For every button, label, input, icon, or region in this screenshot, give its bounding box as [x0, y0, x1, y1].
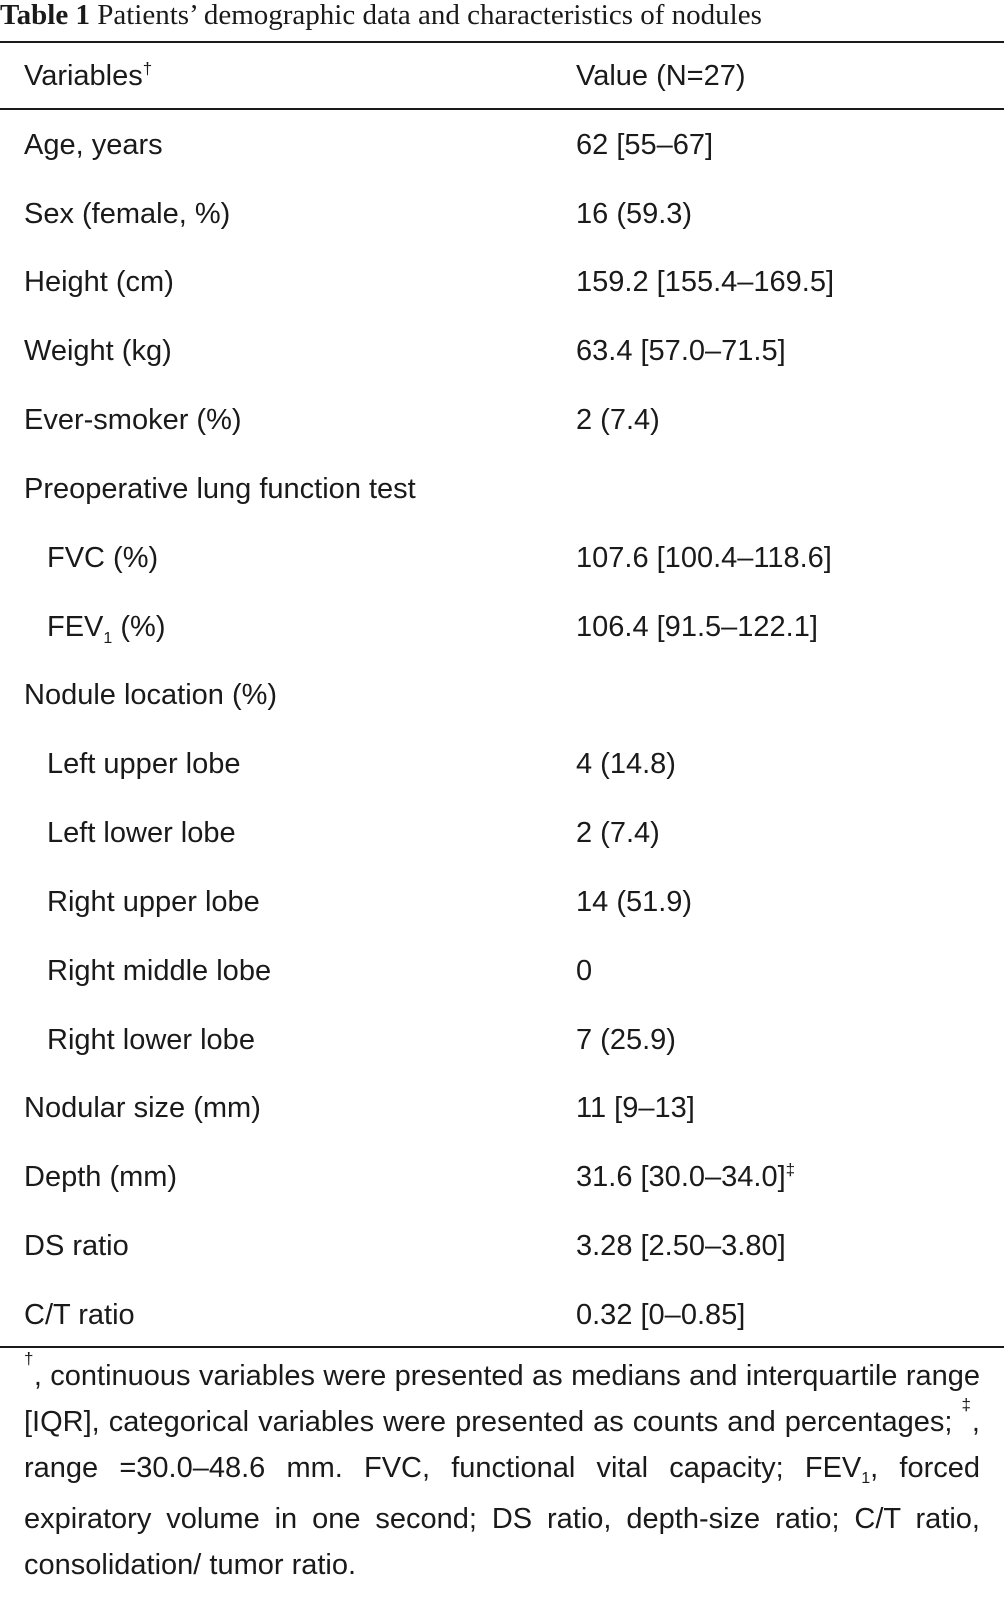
table-row-right-lower-lobe: [0, 1022, 1004, 1058]
row-value: 11 [9–13]: [576, 1092, 695, 1124]
row-value: 63.4 [57.0–71.5]: [576, 335, 786, 367]
bottom-rule: [0, 1346, 1004, 1348]
row-label: Right middle lobe: [47, 955, 272, 987]
row-label-main: FEV: [47, 611, 104, 643]
row-label: Left lower lobe: [47, 817, 236, 849]
table-caption-text: Patients’ demographic data and characteristics of nodules: [97, 0, 762, 31]
row-label: Ever-smoker (%): [24, 404, 242, 436]
row-value: [576, 1159, 795, 1195]
row-label: Right lower lobe: [47, 1024, 255, 1056]
footnote-mark-dagger: †: [24, 1349, 34, 1368]
row-label: Weight (kg): [24, 335, 172, 367]
row-value: 107.6 [100.4–118.6]: [576, 542, 832, 574]
row-label: Sex (female, %): [24, 198, 231, 230]
row-label: Preoperative lung function test: [24, 473, 416, 505]
row-value: 2 (7.4): [576, 404, 660, 436]
row-label: Nodule location (%): [24, 679, 278, 711]
table-row-left-upper-lobe: [0, 746, 1004, 782]
table-row-nodule-location-group: [0, 677, 1004, 713]
footnote-text-3: , forced expiratory volume in one second; DS ratio, depth-size ratio; C/T ratio, consolidation/ tumor ratio.: [24, 1452, 980, 1581]
row-value: 16 (59.3): [576, 198, 693, 230]
row-value: 0: [576, 955, 593, 987]
row-label-subscript: 1: [103, 630, 113, 647]
table-caption: [0, 0, 1004, 40]
table-row-ds-ratio: [0, 1228, 1004, 1264]
header-value: Value (N=27): [576, 60, 746, 92]
row-label: C/T ratio: [24, 1299, 135, 1331]
row-label: [47, 609, 165, 650]
row-value: 14 (51.9): [576, 886, 693, 918]
footnote-subscript: 1: [861, 1470, 871, 1487]
footnote-mark-double-dagger: ‡: [961, 1395, 972, 1414]
row-label-suffix: (%): [112, 611, 166, 643]
header-variables-mark: †: [142, 59, 153, 78]
row-label: Height (cm): [24, 266, 174, 298]
table-row-nodular-size: [0, 1090, 1004, 1126]
row-value-mark: ‡: [785, 1160, 796, 1179]
table-row-depth: [0, 1159, 1004, 1195]
top-rule: [0, 41, 1004, 43]
table-row-fvc: [0, 540, 1004, 576]
row-value: 3.28 [2.50–3.80]: [576, 1230, 786, 1262]
row-value: 0.32 [0–0.85]: [576, 1299, 746, 1331]
table-row-fev1: [0, 609, 1004, 645]
footnote-text-2: , range =30.0–48.6 mm. FVC, functional vital capacity; FEV: [24, 1406, 980, 1484]
row-value: 7 (25.9): [576, 1024, 676, 1056]
table-footnote: [24, 1349, 980, 1588]
row-value: 4 (14.8): [576, 748, 676, 780]
header-variables-text: Variables: [24, 60, 143, 92]
row-value: 2 (7.4): [576, 817, 660, 849]
row-label: Right upper lobe: [47, 886, 260, 918]
row-label: DS ratio: [24, 1230, 129, 1262]
row-value: 159.2 [155.4–169.5]: [576, 266, 835, 298]
table-row-sex: [0, 196, 1004, 232]
row-label: Nodular size (mm): [24, 1092, 261, 1124]
table-row-age: [0, 127, 1004, 163]
table-row-left-lower-lobe: [0, 815, 1004, 851]
table-header-row: [0, 58, 1004, 94]
footnote-text-1: , continuous variables were presented as medians and interquartile range [IQR], categorical variables were presented as counts and percentages;: [24, 1360, 980, 1438]
row-label: Left upper lobe: [47, 748, 241, 780]
header-variables: [24, 58, 152, 94]
row-label: Depth (mm): [24, 1161, 178, 1193]
table-row-weight: [0, 333, 1004, 369]
table-row-right-upper-lobe: [0, 884, 1004, 920]
table-caption-label: Table 1: [0, 0, 90, 31]
row-label: FVC (%): [47, 542, 159, 574]
row-value-text: 31.6 [30.0–34.0]: [576, 1161, 786, 1193]
table-row-right-middle-lobe: [0, 953, 1004, 989]
row-value: 106.4 [91.5–122.1]: [576, 611, 818, 643]
table-row-ct-ratio: [0, 1297, 1004, 1333]
table-row-ever-smoker: [0, 402, 1004, 438]
row-label: Age, years: [24, 129, 163, 161]
row-value: 62 [55–67]: [576, 129, 714, 161]
table-row-lung-function-group: [0, 471, 1004, 507]
table-row-height: [0, 264, 1004, 300]
header-rule: [0, 108, 1004, 110]
